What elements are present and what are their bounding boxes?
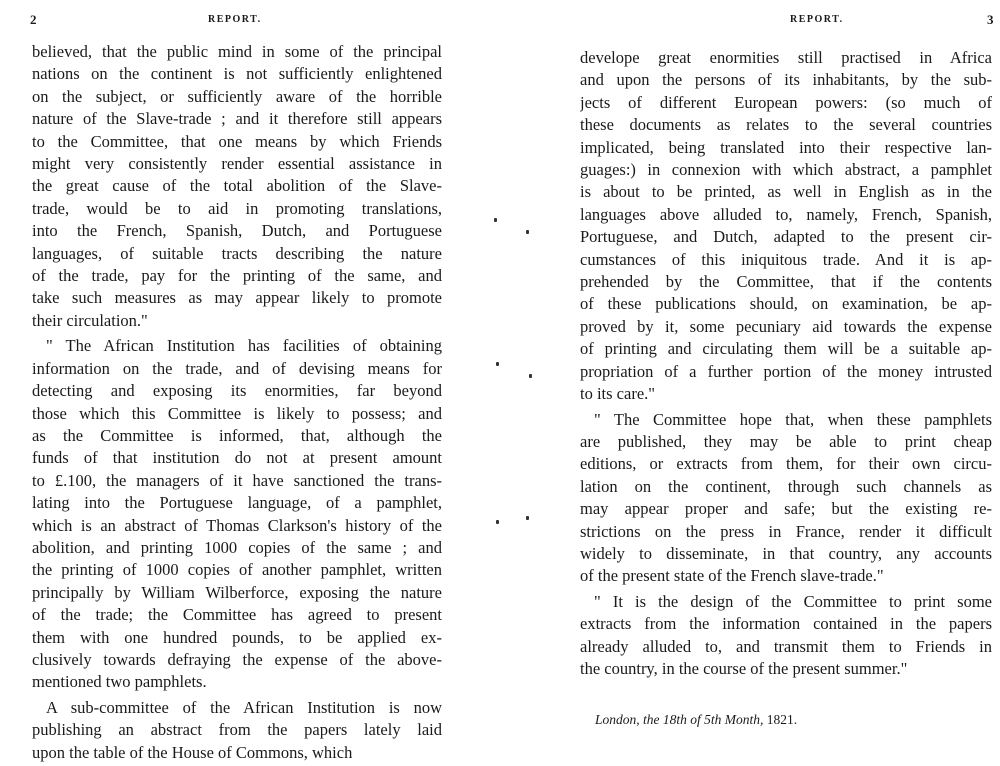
text-line: prehended by the Committee, that if the contents xyxy=(580,272,992,292)
text-line: proved by it, some pecuniary aid towards the expense xyxy=(580,316,992,336)
text-line: guages:) in connexion with which abstract, a pamphlet xyxy=(580,160,992,180)
print-speck xyxy=(526,516,529,520)
page-number: 3 xyxy=(987,12,994,27)
text-line: extracts from the information contained in the papers xyxy=(580,614,992,634)
text-line: as the Committee is informed, that, although the xyxy=(32,425,442,445)
text-line: those which this Committee is likely to possess; and xyxy=(32,403,442,423)
text-line: " It is the design of the Committee to print some xyxy=(594,591,992,611)
text-line: the great cause of the total abolition of the Slave- xyxy=(32,176,442,196)
text-line: to its care." xyxy=(580,384,655,404)
page-number: 2 xyxy=(30,12,37,27)
text-line: is about to be printed, as well in English as in the xyxy=(580,182,992,202)
text-line: nature of the Slave-trade ; and it therefore still appears xyxy=(32,109,442,129)
print-speck xyxy=(526,230,529,234)
body-text xyxy=(32,41,442,764)
text-line: " The Committee hope that, when these pamphlets xyxy=(594,409,992,429)
dateline-place-date: London, the 18th of 5th Month, xyxy=(595,712,764,727)
text-line: propriation of a further portion of the money intrusted xyxy=(580,361,992,381)
text-line: of the trade, pay for the printing of the same, and xyxy=(32,266,442,286)
text-line: which is an abstract of Thomas Clarkson's history of the xyxy=(32,515,442,535)
print-speck xyxy=(496,520,499,524)
text-line: may appear proper and safe; but the existing re- xyxy=(580,499,992,519)
dateline xyxy=(595,712,797,728)
text-line: believed, that the public mind in some of the principal xyxy=(32,42,442,61)
text-line: the country, in the course of the present summer." xyxy=(580,658,908,678)
text-line: might very consistently render essential assistance in xyxy=(32,154,442,174)
text-line: of the present state of the French slave-trade." xyxy=(580,566,884,586)
running-head: REPORT. xyxy=(208,14,262,25)
text-line: them with one hundred pounds, to be applied ex- xyxy=(32,627,442,647)
print-speck xyxy=(496,362,499,366)
text-line: languages above alluded to, namely, French, Spanish, xyxy=(580,204,992,224)
text-line: editions, or extracts from them, for their own circu- xyxy=(580,454,992,474)
text-line: abolition, and printing 1000 copies of the same ; and xyxy=(32,537,442,557)
text-line: to the Committee, that one means by which Friends xyxy=(32,131,442,151)
text-line: clusively towards defraying the expense of the above- xyxy=(32,649,442,669)
text-line: nations on the continent is not sufficiently enlightened xyxy=(32,64,442,84)
body-text xyxy=(580,47,992,680)
text-line: on the subject, or sufficiently aware of the horrible xyxy=(32,86,442,106)
text-line: of the trade; the Committee has agreed to present xyxy=(32,605,442,625)
text-line: strictions on the press in France, render it difficult xyxy=(580,521,992,541)
text-line: the printing of 1000 copies of another pamphlet, written xyxy=(32,560,442,580)
text-line: lation on the continent, through such channels as xyxy=(580,476,992,496)
text-line: upon the table of the House of Commons, which xyxy=(32,742,353,762)
text-line: their circulation." xyxy=(32,310,148,330)
text-line: mentioned two pamphlets. xyxy=(32,672,207,692)
text-line: principally by William Wilberforce, exposing the nature xyxy=(32,582,442,602)
text-line: cumstances of this iniquitous trade. And it is ap- xyxy=(580,249,992,269)
text-line: Portuguese, and Dutch, adapted to the present cir- xyxy=(580,227,992,247)
text-line: funds of that institution do not at present amount xyxy=(32,448,442,468)
text-line: trade, would be to aid in promoting translations, xyxy=(32,198,442,218)
text-line: languages, of suitable tracts describing the nature xyxy=(32,243,442,263)
text-line: to £.100, the managers of it have sanctioned the trans- xyxy=(32,470,442,490)
text-line: publishing an abstract from the papers lately laid xyxy=(32,720,442,740)
text-line: information on the trade, and of devising means for xyxy=(32,358,442,378)
text-line: develope great enormities still practised in Africa xyxy=(580,48,992,67)
text-line: implicated, being translated into their respective lan- xyxy=(580,137,992,157)
print-speck xyxy=(529,374,532,378)
text-line: lating into the Portuguese language, of a pamphlet, xyxy=(32,493,442,513)
text-line: " The African Institution has facilities of obtaining xyxy=(46,336,442,356)
text-line: into the French, Spanish, Dutch, and Portuguese xyxy=(32,221,442,241)
text-line: already alluded to, and transmit them to Friends in xyxy=(580,636,992,656)
dateline-year: 1821. xyxy=(766,712,798,727)
text-line: of printing and circulating them will be a suitable ap- xyxy=(580,339,992,359)
text-line: take such measures as may appear likely to promote xyxy=(32,288,442,308)
right-page xyxy=(500,0,1000,766)
text-line: are published, they may be able to print cheap xyxy=(580,431,992,451)
text-line: detecting and exposing its enormities, far beyond xyxy=(32,381,442,401)
running-head: REPORT. xyxy=(790,14,844,25)
print-speck xyxy=(494,218,497,222)
text-line: of these publications should, on examination, be ap- xyxy=(580,294,992,314)
text-line: these documents as relates to the several countries xyxy=(580,115,992,135)
text-line: and upon the persons of its inhabitants, by the sub- xyxy=(580,70,992,90)
text-line: A sub-committee of the African Institution is now xyxy=(46,697,442,717)
text-line: widely to disseminate, in that country, any accounts xyxy=(580,543,992,563)
text-line: jects of different European powers: (so much of xyxy=(580,92,992,112)
